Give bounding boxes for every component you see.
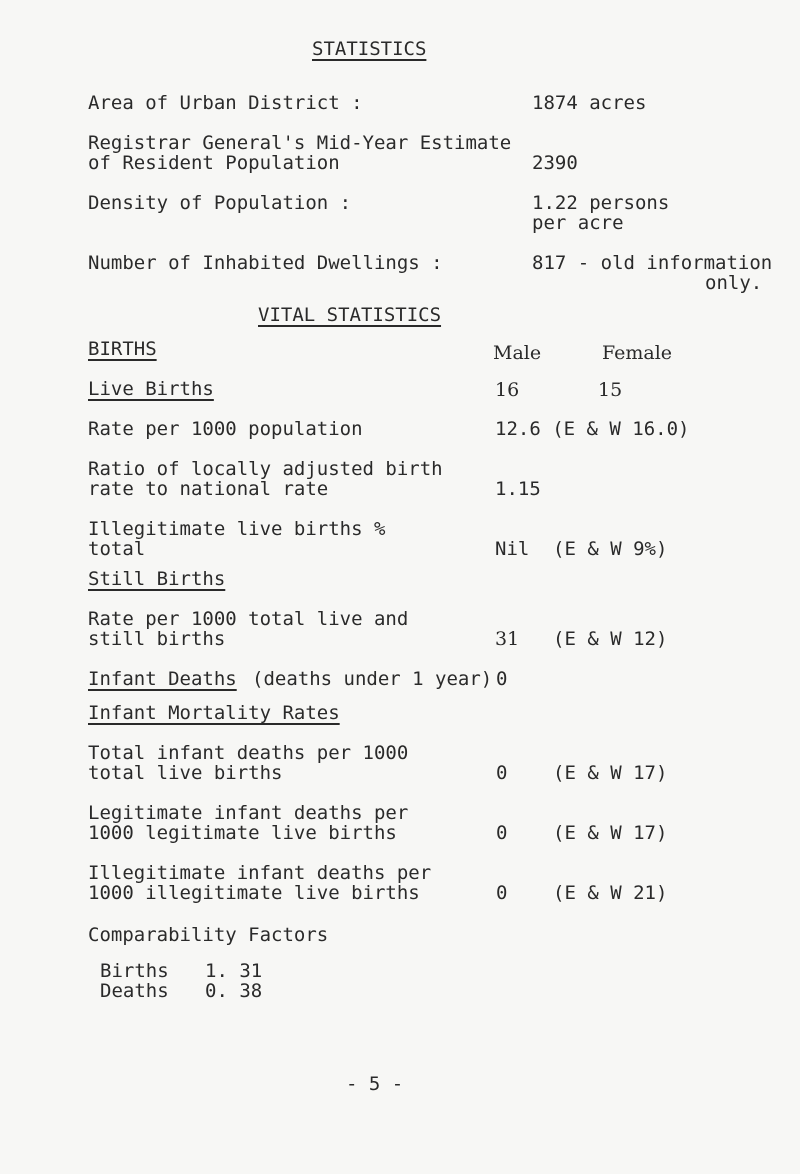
birth-rate-label: Rate per 1000 population [88, 418, 363, 440]
mortality-illegit-label-1: Illegitimate infant deaths per [88, 862, 432, 884]
ratio-label-1: Ratio of locally adjusted birth [88, 458, 443, 480]
dwellings-value-2: only. [705, 272, 763, 294]
mortality-legit-ew: (E & W 17) [553, 822, 668, 844]
mortality-total-label-1: Total infant deaths per 1000 [88, 742, 409, 764]
comparability-births-value: 1. 31 [205, 960, 263, 982]
still-rate-ew: (E & W 12) [553, 628, 668, 650]
population-label-1: Registrar General's Mid-Year Estimate [88, 132, 512, 154]
infant-deaths-value: 0 [496, 668, 508, 690]
ratio-value: 1.15 [495, 478, 541, 500]
illegitimate-ew: (E & W 9%) [553, 538, 668, 560]
comparability-deaths-value: 0. 38 [205, 980, 263, 1002]
birth-rate-value: 12.6 (E & W 16.0) [495, 418, 690, 440]
mortality-total-value: 0 [496, 762, 508, 784]
mortality-legit-label-2: 1000 legitimate live births [88, 822, 397, 844]
illegitimate-value: Nil [495, 538, 530, 560]
vital-statistics-title: VITAL STATISTICS [258, 304, 442, 326]
live-births-female: 15 [598, 379, 623, 401]
mortality-illegit-value: 0 [496, 882, 508, 904]
comparability-heading: Comparability Factors [88, 924, 329, 946]
population-value: 2390 [532, 152, 578, 174]
infant-mortality-heading: Infant Mortality Rates [88, 702, 340, 724]
mortality-legit-value: 0 [496, 822, 508, 844]
mortality-total-label-2: total live births [88, 762, 283, 784]
live-births-male: 16 [495, 379, 520, 401]
live-births-label: Live Births [88, 378, 214, 400]
infant-deaths-note: (deaths under 1 year) [252, 668, 493, 690]
mortality-illegit-label-2: 1000 illegitimate live births [88, 882, 420, 904]
density-value-1: 1.22 persons [532, 192, 670, 214]
still-rate-value: 31 [495, 628, 520, 650]
column-female: Female [602, 342, 673, 364]
births-heading: BIRTHS [88, 338, 157, 360]
density-label: Density of Population : [88, 192, 352, 214]
ratio-label-2: rate to national rate [88, 478, 329, 500]
dwellings-label: Number of Inhabited Dwellings : [88, 252, 443, 274]
infant-deaths-heading: Infant Deaths [88, 668, 237, 690]
still-rate-label-1: Rate per 1000 total live and [88, 608, 409, 630]
mortality-total-ew: (E & W 17) [553, 762, 668, 784]
still-rate-label-2: still births [88, 628, 226, 650]
still-births-heading: Still Births [88, 568, 226, 590]
illegitimate-label-2: total [88, 538, 146, 560]
mortality-legit-label-1: Legitimate infant deaths per [88, 802, 409, 824]
dwellings-value-1: 817 - old information [532, 252, 773, 274]
area-label: Area of Urban District : [88, 92, 363, 114]
density-value-2: per acre [532, 212, 624, 234]
comparability-deaths-label: Deaths [100, 980, 169, 1002]
page-title: STATISTICS [312, 38, 427, 60]
illegitimate-label-1: Illegitimate live births % [88, 518, 386, 540]
area-value: 1874 acres [532, 92, 647, 114]
comparability-births-label: Births [100, 960, 169, 982]
column-male: Male [493, 342, 542, 364]
mortality-illegit-ew: (E & W 21) [553, 882, 668, 904]
page-number: - 5 - [346, 1073, 404, 1095]
population-label-2: of Resident Population [88, 152, 340, 174]
